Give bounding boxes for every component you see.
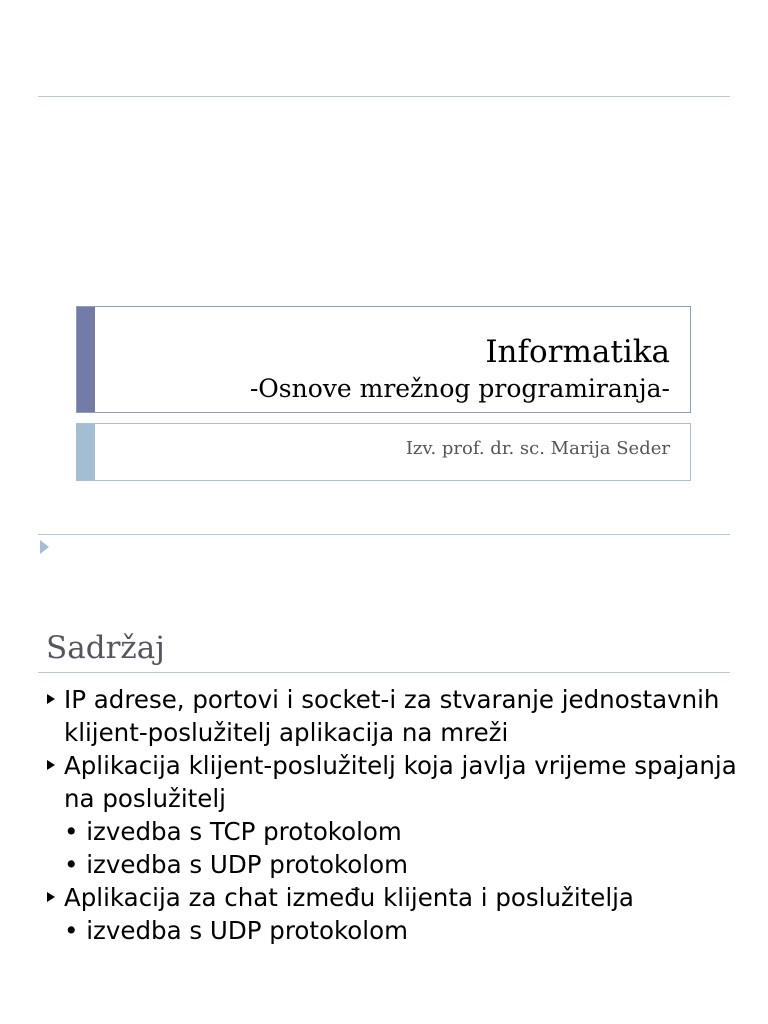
sub-list-item: • izvedba s UDP protokolom [64,850,408,879]
title-accent-bar [77,307,95,412]
heading-underline [38,672,730,673]
list-item [44,881,744,914]
sub-list-item: • izvedba s TCP protokolom [64,817,402,846]
slide-marker-icon [40,540,49,554]
list-item-text: Aplikacija klijent-poslužitelj koja javlja vrijeme spajanja na poslužitelj [64,751,737,813]
list-item [44,683,744,749]
title-box [76,306,691,413]
slide-title: Informatika [485,334,670,370]
slide-subtitle: -Osnove mrežnog programiranja- [249,374,670,403]
author-accent-bar [77,424,95,480]
list-item-text: Aplikacija za chat između klijenta i poslužitelja [64,883,634,912]
list-item-text: IP adrese, portovi i socket-i za stvaranje jednostavnih klijent-poslužitelj aplikacija na mreži [64,685,720,747]
section-heading: Sadržaj [46,630,165,666]
author-box [76,423,691,481]
bullet-triangle-icon [47,892,55,902]
top-divider [38,96,730,97]
content-list [44,683,744,947]
author-name: Izv. prof. dr. sc. Marija Seder [405,438,670,459]
bullet-triangle-icon [47,760,55,770]
sub-list-item: • izvedba s UDP protokolom [64,916,408,945]
slide-separator [38,534,730,535]
bullet-triangle-icon [47,694,55,704]
list-item [44,749,744,815]
